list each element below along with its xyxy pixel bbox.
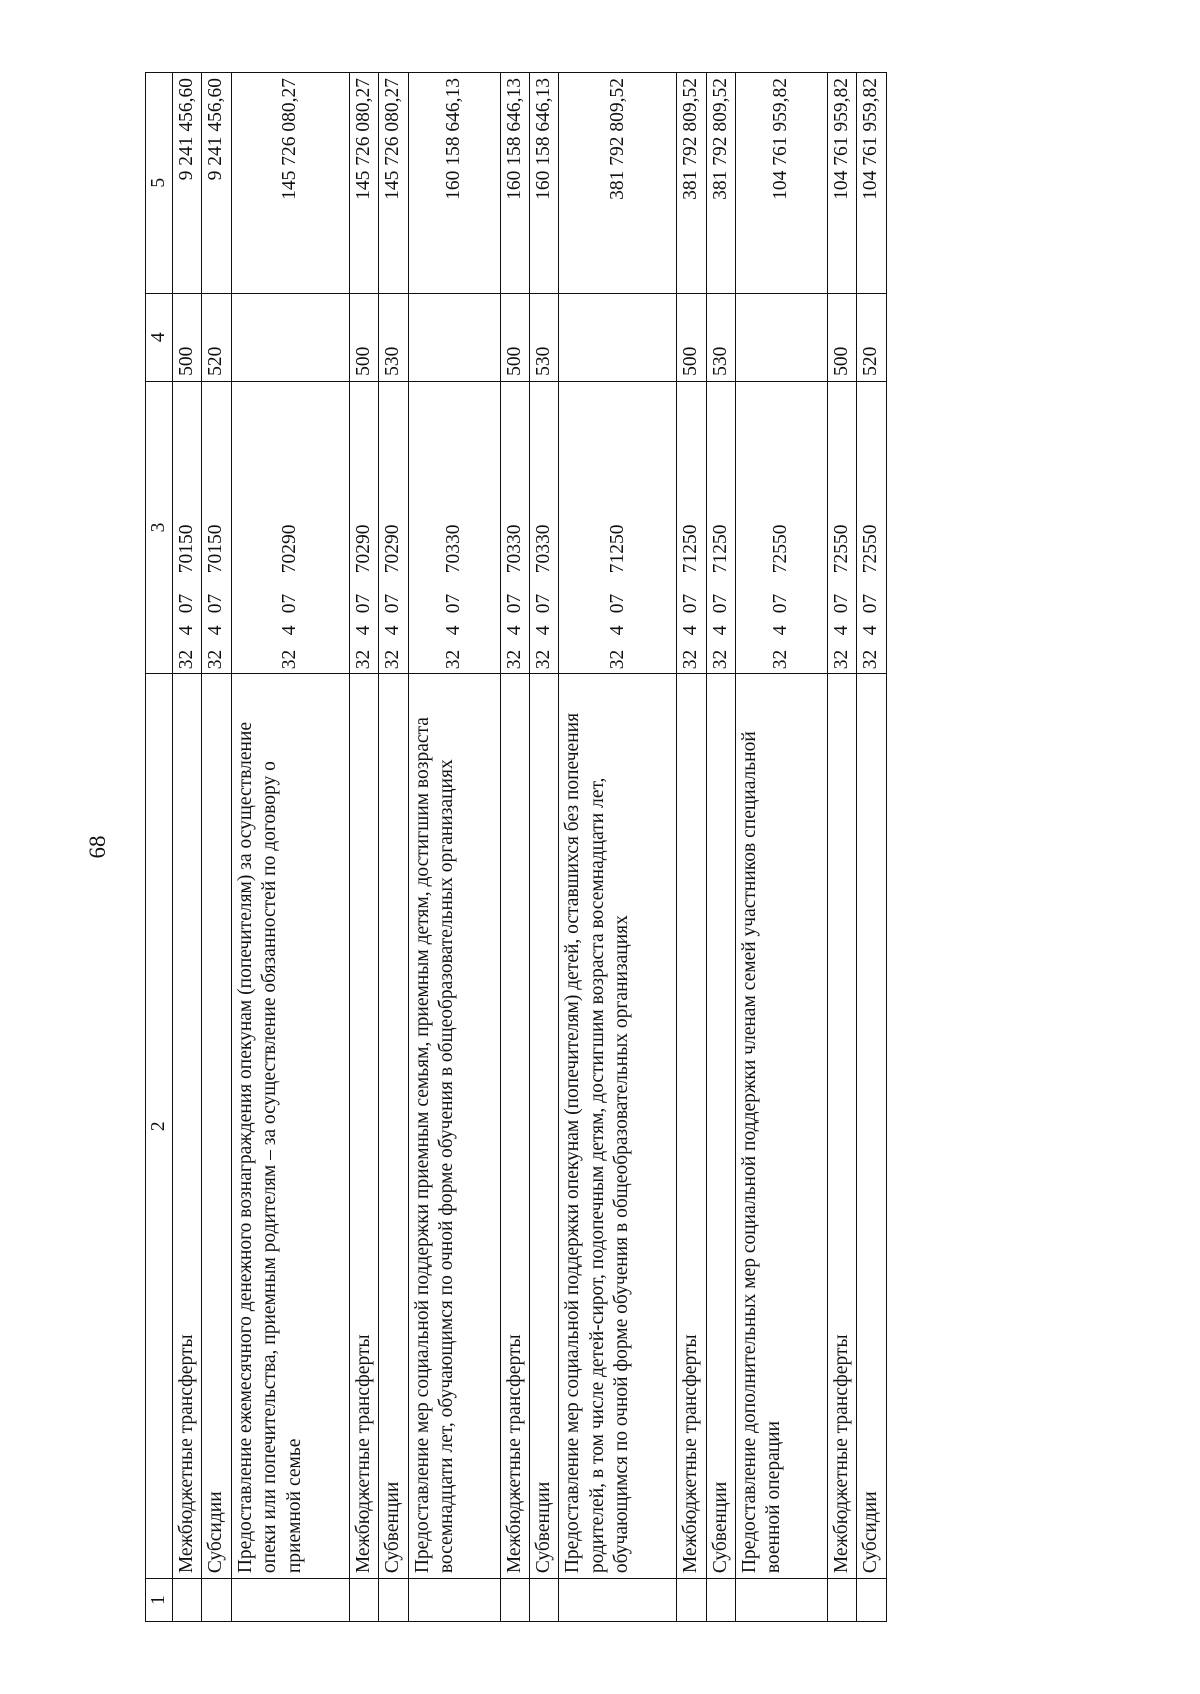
cell-code: [828, 381, 857, 673]
table-row: [736, 73, 828, 1622]
cell-code: [379, 381, 408, 673]
code-direction: 71250: [709, 524, 731, 574]
cell-col-1: [379, 1579, 408, 1622]
cell-col-1: [202, 1579, 231, 1622]
code-main-activity: 07: [442, 593, 464, 614]
cell-name: Предоставление ежемесячного денежного вознаграждения опекунам (попечителям) за осуществление опеки или попечительства, приемным родителям – за осуществление обязанностей по договору о приемной семье: [231, 674, 349, 1579]
code-program: 32: [279, 649, 301, 670]
cell-name: Межбюджетные трансферты: [828, 674, 857, 1579]
cell-amount: 381 792 809,52: [706, 73, 735, 294]
cell-name: Предоставление дополнительных мер социальной поддержки членам семей участников специальной военной операции: [736, 674, 828, 1579]
cell-code: [736, 381, 828, 673]
code-main-activity: 07: [352, 593, 374, 614]
table-row: [349, 73, 378, 1622]
code-subprogram: 4: [352, 625, 374, 636]
code-main-activity: 07: [680, 593, 702, 614]
cell-name: Предоставление мер социальной поддержки приемным семьям, приемным детям, достигшим возраста восемнадцати лет, обучающимся по очной форме обучения в общеобразовательных организациях: [408, 674, 500, 1579]
cell-expense-type: 530: [529, 293, 558, 381]
table-row: [677, 73, 706, 1622]
code-subprogram: 4: [770, 625, 792, 636]
code-subprogram: 4: [709, 625, 731, 636]
cell-expense-type: [559, 293, 677, 381]
code-subprogram: 4: [279, 625, 301, 636]
code-direction: 71250: [680, 524, 702, 574]
cell-col-1: [736, 1579, 828, 1622]
code-main-activity: 07: [176, 593, 197, 614]
code-subprogram: 4: [205, 625, 227, 636]
code-main-activity: 07: [279, 593, 301, 614]
cell-expense-type: 500: [349, 293, 378, 381]
cell-name: Межбюджетные трансферты: [173, 674, 202, 1579]
cell-expense-type: 500: [173, 293, 202, 381]
cell-name: Субсидии: [857, 674, 886, 1579]
cell-col-1: [500, 1579, 529, 1622]
code-subprogram: 4: [532, 625, 554, 636]
header-col-4: 4: [146, 293, 173, 381]
code-direction: 70290: [352, 524, 374, 574]
code-main-activity: 07: [382, 593, 404, 614]
cell-amount: 381 792 809,52: [677, 73, 706, 294]
code-program: 32: [831, 649, 852, 670]
cell-amount: 145 726 080,27: [349, 73, 378, 294]
code-main-activity: 07: [770, 593, 792, 614]
cell-code: [231, 381, 349, 673]
cell-code: [706, 381, 735, 673]
code-direction: 70330: [442, 524, 464, 574]
cell-name: Межбюджетные трансферты: [349, 674, 378, 1579]
cell-expense-type: 500: [677, 293, 706, 381]
cell-code: [529, 381, 558, 673]
cell-expense-type: [736, 293, 828, 381]
cell-col-1: [349, 1579, 378, 1622]
cell-col-1: [173, 1579, 202, 1622]
header-col-2: 2: [146, 674, 173, 1579]
cell-col-1: [677, 1579, 706, 1622]
cell-amount: 145 726 080,27: [231, 73, 349, 294]
code-main-activity: 07: [606, 593, 628, 614]
code-program: 32: [382, 649, 404, 670]
cell-col-1: [828, 1579, 857, 1622]
header-col-3: 3: [146, 381, 173, 673]
code-subprogram: 4: [442, 625, 464, 636]
table-row: [828, 73, 857, 1622]
table-row: [706, 73, 735, 1622]
code-direction: 70290: [279, 524, 301, 574]
header-col-1: 1: [146, 1579, 173, 1622]
code-subprogram: 4: [860, 625, 882, 636]
code-main-activity: 07: [709, 593, 731, 614]
cell-code: [677, 381, 706, 673]
cell-col-1: [706, 1579, 735, 1622]
table-row: [559, 73, 677, 1622]
table-header-row: [146, 73, 173, 1622]
code-main-activity: 07: [205, 593, 227, 614]
code-direction: 72550: [831, 524, 852, 574]
code-program: 32: [205, 649, 227, 670]
cell-amount: 9 241 456,60: [202, 73, 231, 294]
cell-code: [349, 381, 378, 673]
budget-table-wrapper: [145, 72, 1005, 1622]
cell-amount: 160 158 646,13: [529, 73, 558, 294]
code-subprogram: 4: [680, 625, 702, 636]
code-direction: 70330: [532, 524, 554, 574]
cell-expense-type: 500: [828, 293, 857, 381]
code-main-activity: 07: [532, 593, 554, 614]
code-program: 32: [503, 649, 525, 670]
table-row: [202, 73, 231, 1622]
code-program: 32: [606, 649, 628, 670]
code-main-activity: 07: [831, 593, 852, 614]
code-program: 32: [770, 649, 792, 670]
code-program: 32: [709, 649, 731, 670]
code-program: 32: [532, 649, 554, 670]
table-body: [173, 73, 887, 1622]
cell-expense-type: [231, 293, 349, 381]
cell-code: [857, 381, 886, 673]
cell-code: [173, 381, 202, 673]
cell-amount: 381 792 809,52: [559, 73, 677, 294]
code-program: 32: [352, 649, 374, 670]
table-row: [173, 73, 202, 1622]
cell-name: Субвенции: [529, 674, 558, 1579]
table-row: [408, 73, 500, 1622]
cell-name: Межбюджетные трансферты: [500, 674, 529, 1579]
cell-amount: 145 726 080,27: [379, 73, 408, 294]
header-col-5: 5: [146, 73, 173, 294]
cell-name: Предоставление мер социальной поддержки опекунам (попечителям) детей, оставшихся без попечения родителей, в том числе детей-сирот, подопечным детям, достигшим возраста восемнадцати лет, обучающимся по очной форме обучения в общеобразовательных организациях: [559, 674, 677, 1579]
code-subprogram: 4: [831, 625, 852, 636]
cell-code: [202, 381, 231, 673]
code-direction: 70330: [503, 524, 525, 574]
code-main-activity: 07: [503, 593, 525, 614]
table-row: [231, 73, 349, 1622]
cell-amount: 9 241 456,60: [173, 73, 202, 294]
code-main-activity: 07: [860, 593, 882, 614]
code-program: 32: [680, 649, 702, 670]
cell-expense-type: 500: [500, 293, 529, 381]
cell-code: [500, 381, 529, 673]
table-row: [529, 73, 558, 1622]
page-number: 68: [85, 835, 110, 859]
table-row: [500, 73, 529, 1622]
cell-col-1: [231, 1579, 349, 1622]
code-direction: 71250: [606, 524, 628, 574]
cell-col-1: [408, 1579, 500, 1622]
code-subprogram: 4: [382, 625, 404, 636]
cell-amount: 104 761 959,82: [857, 73, 886, 294]
cell-col-1: [559, 1579, 677, 1622]
cell-name: Субсидии: [202, 674, 231, 1579]
cell-col-1: [857, 1579, 886, 1622]
code-program: 32: [860, 649, 882, 670]
table-row: [857, 73, 886, 1622]
code-subprogram: 4: [503, 625, 525, 636]
code-program: 32: [176, 649, 197, 670]
cell-expense-type: 530: [379, 293, 408, 381]
code-subprogram: 4: [176, 625, 197, 636]
cell-amount: 104 761 959,82: [736, 73, 828, 294]
cell-code: [408, 381, 500, 673]
cell-name: Субвенции: [706, 674, 735, 1579]
cell-amount: 160 158 646,13: [408, 73, 500, 294]
budget-table: [145, 72, 887, 1622]
cell-amount: 160 158 646,13: [500, 73, 529, 294]
cell-name: Субвенции: [379, 674, 408, 1579]
code-direction: 72550: [860, 524, 882, 574]
cell-expense-type: 520: [202, 293, 231, 381]
code-direction: 70150: [176, 524, 197, 574]
cell-code: [559, 381, 677, 673]
cell-expense-type: [408, 293, 500, 381]
cell-expense-type: 520: [857, 293, 886, 381]
code-program: 32: [442, 649, 464, 670]
code-subprogram: 4: [606, 625, 628, 636]
code-direction: 72550: [770, 524, 792, 574]
table-row: [379, 73, 408, 1622]
code-direction: 70290: [382, 524, 404, 574]
cell-expense-type: 530: [706, 293, 735, 381]
cell-col-1: [529, 1579, 558, 1622]
cell-amount: 104 761 959,82: [828, 73, 857, 294]
cell-name: Межбюджетные трансферты: [677, 674, 706, 1579]
code-direction: 70150: [205, 524, 227, 574]
